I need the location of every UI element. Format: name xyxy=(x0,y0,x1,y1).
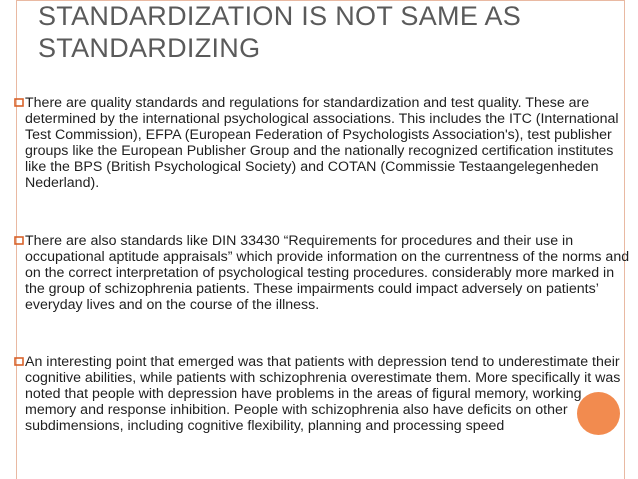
decorative-orange-circle xyxy=(577,392,620,435)
slide-title-line-1: STANDARDIZATION IS NOT SAME AS xyxy=(38,1,522,31)
hollow-square-bullet-icon xyxy=(14,236,24,245)
slide-title xyxy=(38,0,598,64)
hollow-square-bullet-icon xyxy=(14,98,24,107)
bullet-text: An interesting point that emerged was that patients with depression tend to underestimate their cognitive abilities, while patients with schizophrenia overestimate them. More specifically it was noted that people with depression have problems in the areas of figural memory, working memory and response inhibition. People with schizophrenia also have deficits on other subdimensions, including cognitive flexibility, planning and processing speed xyxy=(25,354,621,435)
bullet-text: There are also standards like DIN 33430 “Requirements for procedures and their use in occupational aptitude appraisals” which provide information on the currentness of the norms and on the correct interpretation of psychological testing procedures. considerably more marked in the group of schizophrenia patients. These impairments could impact adversely on patients’ everyday lives and on the course of the illness. xyxy=(25,233,630,314)
slide-title-line-2: STANDARDIZING xyxy=(38,33,261,63)
bullet-text: There are quality standards and regulations for standardization and test quality. These are determined by the international psychological associations. This includes the ITC (International Test Commission), EFPA (European Federation of Psychologists Association's), test publisher groups like the European Publisher Group and the nationally recognized certification institutes like the BPS (British Psychological Society) and COTAN (Commissie Testaangelegenheden Nederland). xyxy=(25,95,619,192)
hollow-square-bullet-icon xyxy=(14,357,24,366)
